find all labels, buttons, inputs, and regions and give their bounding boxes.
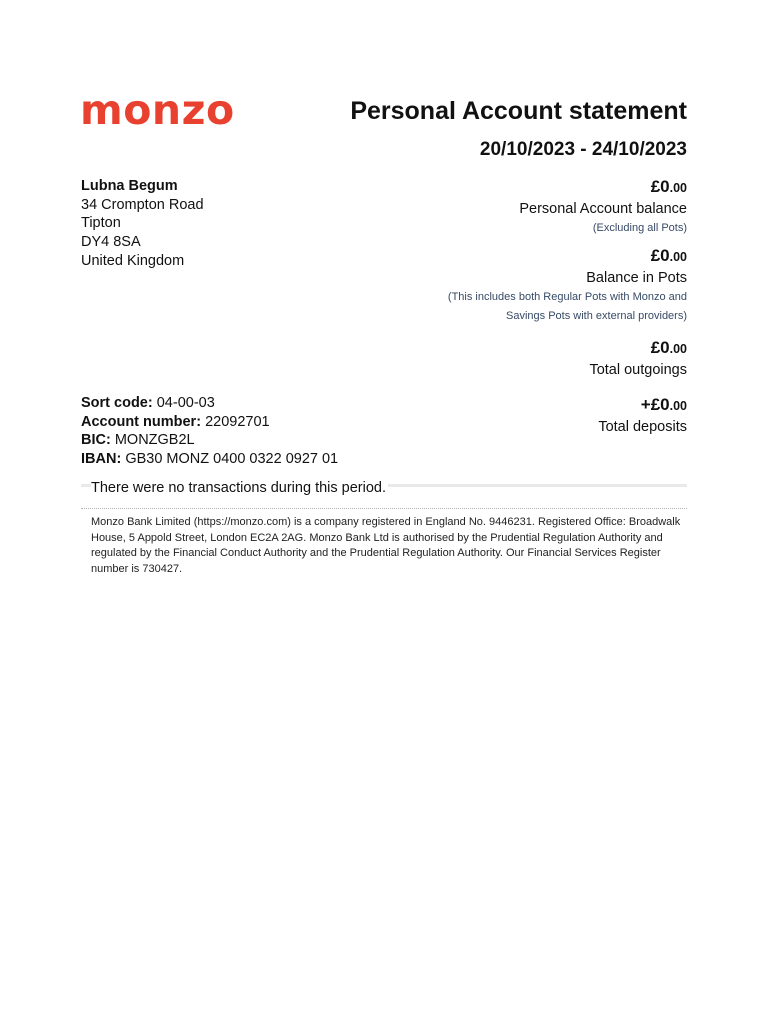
total-deposits-amount xyxy=(367,394,687,417)
account-number-label: Account number: xyxy=(81,413,202,430)
bic-value: MONZGB2L xyxy=(114,432,195,449)
balance-summary xyxy=(367,176,687,437)
amount-main: £0 xyxy=(650,337,670,357)
pots-balance-amount xyxy=(367,245,687,268)
personal-balance-amount xyxy=(367,176,687,199)
footer-divider xyxy=(81,508,687,509)
pots-balance-note: Savings Pots with external providers) xyxy=(506,310,687,322)
statement-period: 20/10/2023 - 24/10/2023 xyxy=(479,139,687,160)
amount-pence: .00 xyxy=(669,398,687,413)
iban-value: GB30 MONZ 0400 0322 0927 01 xyxy=(125,451,339,468)
amount-pence: .00 xyxy=(669,181,687,195)
customer-name: Lubna Begum xyxy=(81,178,178,194)
address-line: United Kingdom xyxy=(81,252,185,269)
total-outgoings-amount xyxy=(367,337,687,360)
legal-footer: Monzo Bank Limited (https://monzo.com) is a company registered in England No. 9446231. Registered Office: Broadwalk House, 5 Appold Street, London EC2A 2AG. Monzo Bank Ltd is authorised by the Prudential Regulation Authority and regulated by the Financial Conduct Authority and the Prudential Regulation Authority. Our Financial Services Register number is 730427. xyxy=(91,516,681,575)
pots-balance-label: Balance in Pots xyxy=(586,269,687,286)
amount-main: £0 xyxy=(650,177,670,196)
monzo-logo: monzo xyxy=(80,86,235,134)
bic-label: BIC: xyxy=(81,432,111,449)
total-outgoings-label: Total outgoings xyxy=(589,361,687,378)
personal-balance-note: (Excluding all Pots) xyxy=(592,222,687,234)
amount-pence: .00 xyxy=(669,249,687,264)
customer-address-block xyxy=(81,177,204,271)
amount-pence: .00 xyxy=(669,341,687,356)
pots-balance-note: (This includes both Regular Pots with Monzo and xyxy=(447,290,687,303)
statement-title: Personal Account statement xyxy=(350,97,687,125)
no-transactions-message: There were no transactions during this period. xyxy=(91,480,386,496)
iban-label: IBAN: xyxy=(81,451,122,468)
account-number-value: 22092701 xyxy=(205,413,270,430)
total-deposits-label: Total deposits xyxy=(598,418,687,435)
address-line: Tipton xyxy=(81,215,121,232)
sort-code-row xyxy=(81,394,338,413)
bank-details xyxy=(81,394,338,469)
iban-row xyxy=(81,450,338,469)
sort-code-label: Sort code: xyxy=(81,395,153,411)
amount-main: £0 xyxy=(650,245,670,265)
account-number-row xyxy=(81,413,338,432)
bic-row xyxy=(81,431,338,450)
sort-code-value: 04-00-03 xyxy=(156,395,215,411)
address-line: DY4 8SA xyxy=(81,234,141,251)
address-line: 34 Crompton Road xyxy=(81,196,204,213)
personal-balance-label: Personal Account balance xyxy=(519,201,687,217)
amount-main: +£0 xyxy=(640,394,670,414)
